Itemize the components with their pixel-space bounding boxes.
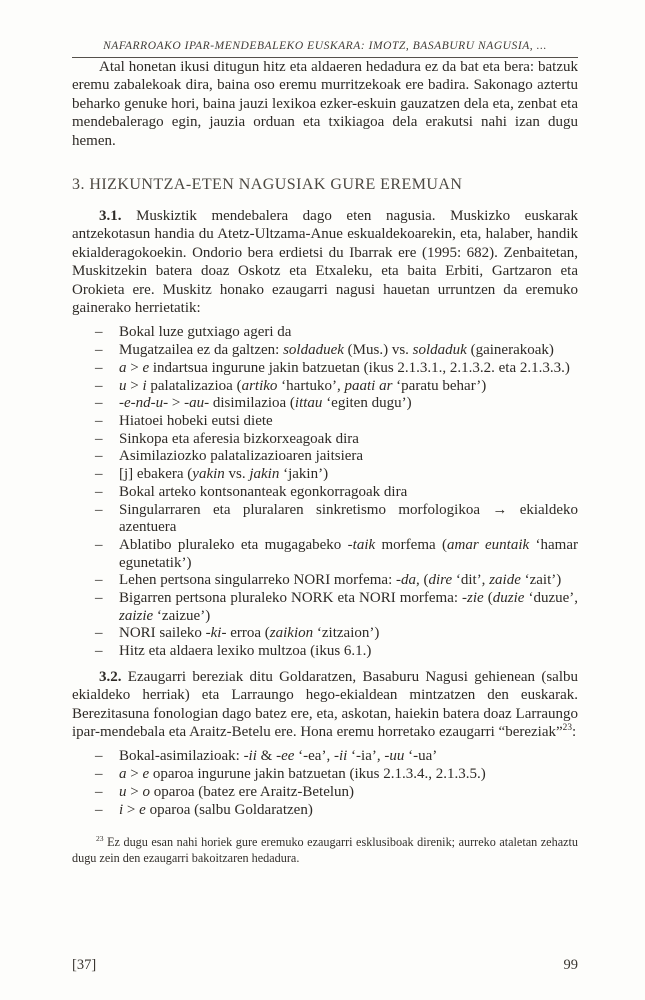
paragraph-3-2 [72,668,578,742]
text-segment: Bokal luze gutxiago ageri da [119,324,292,341]
section-heading: 3. HIZKUNTZA-ETEN NAGUSIAK GURE EREMUAN [72,176,463,194]
list-item-text [119,431,359,447]
page-footer [72,957,578,974]
text-segment: ‘zitzaion’) [313,625,380,642]
text-segment: (Mus.) vs. [343,342,413,359]
list-dash-marker: – [95,501,103,518]
list-item [72,802,578,820]
list-item [72,342,578,360]
list-dash-marker: – [95,324,103,341]
text-segment: -ii [243,748,257,765]
text-segment: paati ar [344,377,393,394]
list-item-text [119,643,371,659]
text-segment: > [168,395,185,412]
text-segment: oparoa ingurune jakin batzuetan (ikus 2.1.3.4., 2.1.3.5.) [149,766,486,783]
text-segment: Sinkopa eta aferesia bizkorxeagoak dira [119,430,359,447]
text-segment: ‘egiten dugu’) [322,395,412,412]
text-segment: -da [396,572,416,589]
list-dash-marker: – [95,766,103,783]
list-item-text [119,766,486,782]
text-segment: > [123,801,140,818]
text-segment: ‘-ea’, [294,748,334,765]
list-item [72,324,578,342]
text-segment: Atal honetan ikusi ditugun hitz eta aldaeren hedadura ez da bat eta bera: batzuk eremu zabalekoak dira, baina oso eremu murritzekoak ere badira. Sakonago aztertu beharko genuke hori, baina jauzi lexikoa ezker-eskuin gauzatzen dela eta, zenbat eta mendebalerago egin, jauzia orduan eta txikiagoa dela erakutsi nahi izan dugu hemen. [72,59,578,149]
text-segment: > [126,766,143,783]
text-segment: -ee [276,748,295,765]
list-dash-marker: – [95,801,103,818]
text-segment: vs. [224,466,250,483]
list-item-text [119,802,313,818]
text-segment: ‘paratu behar’) [392,377,487,394]
text-segment: Hitz eta aldaera lexiko multzoa (ikus 6.1.) [119,643,372,660]
text-segment: jakin [249,466,280,483]
list-dash-marker: – [95,483,103,500]
text-segment: Lehen pertsona singularreko NORI morfema: [119,572,396,589]
text-segment: > [126,377,143,394]
text-segment: > [126,783,143,800]
text-segment: e [142,766,150,783]
text-segment: i [142,377,147,394]
text-segment: ‘hamar egunetatik’) [119,536,578,571]
text-segment: ‘jakin’) [279,466,329,483]
text-segment: amar euntaik [447,536,530,553]
text-segment: Ablatibo pluraleko eta mugagabeko [119,536,348,553]
footer-page-number: 99 [563,957,578,973]
text-segment: i [119,801,124,818]
list-item-text [119,484,407,500]
list-item-text [119,378,486,394]
text-segment: , ( [416,572,429,589]
list-item-text [119,413,273,429]
running-header-title: NAFARROAKO IPAR-MENDEBALEKO EUSKARA: IMOTZ, BASABURU NAGUSIA, ... [103,40,547,52]
list-item [72,625,578,643]
text-segment: -ii [333,748,348,765]
text-segment: ‘hartuko’, [277,377,345,394]
list-item [72,448,578,466]
feature-list-2 [72,748,578,819]
list-dash-marker: – [95,748,103,765]
text-segment: -zie [462,590,484,607]
text-segment: 23 [96,834,104,844]
list-item-text [119,395,412,411]
footer-section-number: [37] [72,957,97,973]
list-dash-marker: – [95,643,103,660]
text-segment: -e-nd-u- [119,395,169,412]
text-segment: 3.2. [99,668,122,685]
list-dash-marker: – [95,572,103,589]
text-segment: & [256,748,277,765]
list-item-text [119,342,554,358]
text-segment: Bigarren pertsona pluraleko NORK eta NORI morfema: [119,590,463,607]
text-segment: [j] ebakera ( [119,466,193,483]
list-dash-marker: – [95,783,103,800]
text-segment: Ez dugu esan nahi horiek gure eremuko ezaugarri esklusiboak direnik; aurreko ataletan zehaztu dugu zein den ezaugarri bakoitzaren hedadura. [72,835,578,865]
text-segment: a [119,766,127,783]
text-segment: ittau [294,395,323,412]
text-segment: soldaduk [412,342,467,359]
text-segment: Ezaugarri bereziak ditu Goldaratzen, Basaburu Nagusi gehienean (salbu ekialdeko herriak) eta Larraungo hego-ekialdean mintzatzen den euskarak. Berezitasuna fonologian dago batez ere, eta, askotan, haiekin batera doaz Larraungo ipar-mendebala eta Araitz-Betelu ere. Hona eremu horretako ezaugarri “bereziak” [72,668,578,741]
text-segment: ‘zait’) [520,572,562,589]
feature-list-1 [72,324,578,660]
list-dash-marker: – [95,448,103,465]
text-segment: oparoa (batez ere Araitz-Betelun) [149,783,355,800]
text-segment: zaide [489,572,521,589]
text-segment: erroa ( [226,625,270,642]
text-segment: ‘duzue’, [524,590,578,607]
text-segment: dire [428,572,453,589]
list-item [72,360,578,378]
text-segment: soldaduek [283,342,344,359]
list-item [72,378,578,396]
text-segment: ‘zaizue’) [153,607,211,624]
intro-paragraph [72,58,578,150]
text-segment: disimilazioa ( [209,395,295,412]
list-dash-marker: – [95,412,103,429]
text-segment: artiko [241,377,278,394]
text-segment: oparoa (salbu Goldaratzen) [145,801,313,818]
text-segment: ( [483,590,493,607]
text-segment: zaikion [269,625,314,642]
text-segment: a [119,359,127,376]
text-segment: 23 [562,723,572,734]
text-segment: (gainerakoak) [466,342,554,359]
list-dash-marker: – [95,536,103,553]
text-segment: Asimilaziozko palatalizazioaren jaitsiera [119,448,364,465]
text-segment: -uu [384,748,405,765]
list-dash-marker: – [95,377,103,394]
list-dash-marker: – [95,342,103,359]
text-segment: zaizie [119,607,154,624]
list-dash-marker: – [95,359,103,376]
list-item [72,466,578,484]
paragraph-3-1 [72,207,578,317]
list-item [72,413,578,431]
list-item [72,502,578,537]
text-segment: e [142,359,150,376]
list-item-text [119,448,363,464]
list-item-text [119,360,570,376]
text-segment: palatalizazioa ( [146,377,242,394]
text-segment: Mugatzailea ez da galtzen: [119,342,284,359]
text-segment: Muskiztik mendebalera dago eten nagusia. Muskizko euskarak antzekotasun handia du Atetz-Ultzama-Anue eskualdekoarekin, eta, halaber, handik ekialderagokoekin. Ondorio bera erdietsi du Ibarrak ere (1995: 682). Zenbaitetan, Muskitzekin batera doaz Oskotz eta Etxaleku, eta baita Erbiti, Gartzaron eta Orokieta ere. Muskitz honako ezaugarri nagusi hauetan urruntzen da eremuko gainerako herrietatik: [72,208,578,317]
list-item [72,766,578,784]
text-segment: u [119,377,127,394]
list-item [72,431,578,449]
list-item-text [119,784,354,800]
list-item [72,784,578,802]
list-item [72,537,578,572]
text-segment: yakin [192,466,225,483]
text-segment: ‘-ua’ [404,748,438,765]
list-item-text [119,466,328,482]
list-item-text [119,572,561,588]
text-segment: e [139,801,146,818]
footnote [72,835,578,866]
list-item-text [119,537,578,571]
list-dash-marker: – [95,466,103,483]
text-segment: morfema ( [375,536,447,553]
text-segment: Singularraren eta pluralaren sinkretismo morfologikoa → ekialdeko azentuera [119,501,578,536]
list-dash-marker: – [95,430,103,447]
text-segment: indartsua ingurune jakin batzuetan (ikus 2.1.3.1., 2.1.3.2. eta 2.1.3.3.) [149,359,570,376]
list-item-text [119,625,379,641]
list-item [72,643,578,661]
text-segment: : [571,724,577,741]
list-item-text [119,502,578,536]
text-segment: -ki- [205,625,227,642]
list-item [72,590,578,625]
text-segment: ‘dit’, [452,572,490,589]
list-item-text [119,590,578,624]
list-item [72,748,578,766]
text-segment: -taik [347,536,376,553]
list-item-text [119,324,291,340]
text-segment: -au- [184,395,210,412]
list-item [72,484,578,502]
text-segment: ‘-ia’, [347,748,385,765]
list-item [72,395,578,413]
text-segment: u [119,783,127,800]
list-dash-marker: – [95,625,103,642]
list-item-text [119,748,437,764]
list-dash-marker: – [95,395,103,412]
list-item [72,572,578,590]
text-segment: 3.1. [99,208,122,225]
running-header [72,40,578,58]
text-segment: NORI saileko [119,625,206,642]
text-segment: Hiatoei hobeki eutsi diete [119,412,273,429]
text-segment: > [126,359,143,376]
list-dash-marker: – [95,590,103,607]
text-segment: duzie [492,590,525,607]
text-segment: Bokal-asimilazioak: [119,748,244,765]
text-segment: o [142,783,150,800]
text-segment: Bokal arteko kontsonanteak egonkorragoak dira [119,483,408,500]
